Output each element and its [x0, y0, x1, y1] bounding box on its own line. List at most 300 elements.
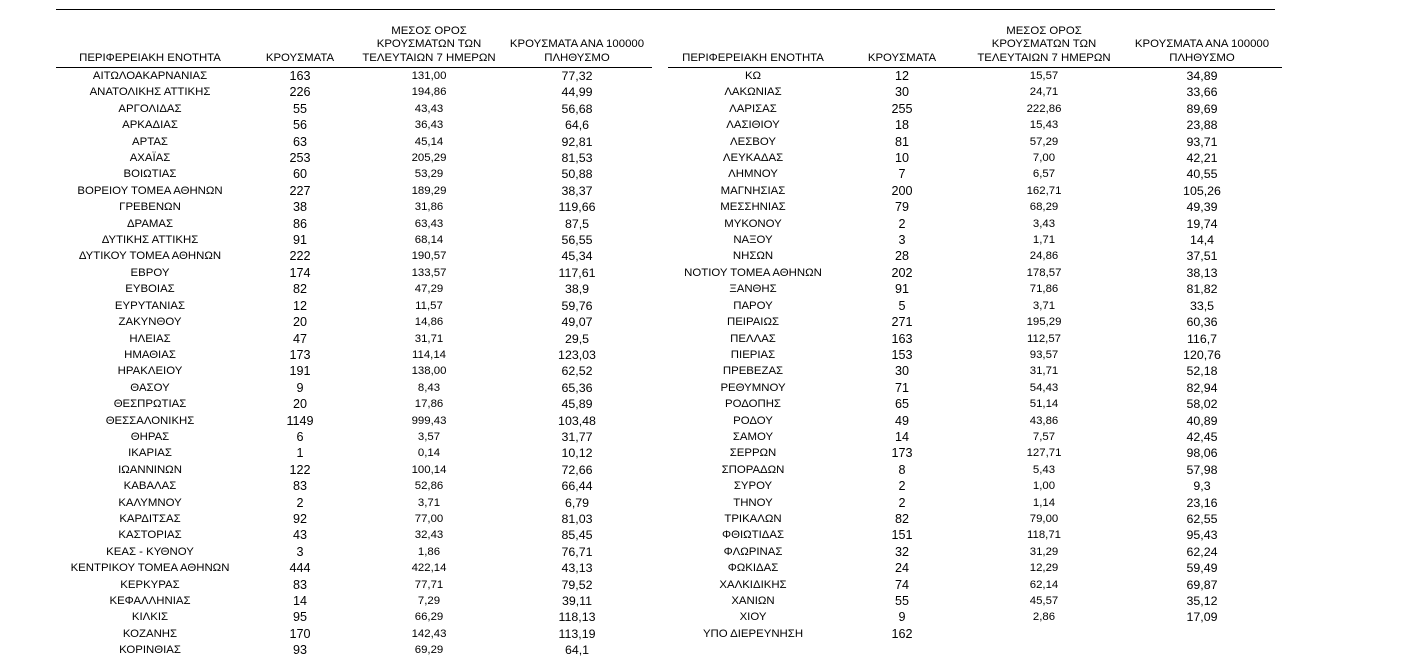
region-cell: ΘΕΣΣΑΛΟΝΙΚΗΣ	[105, 414, 195, 427]
cases-cell: 20	[292, 397, 307, 412]
avg7-cell: 1,86	[417, 545, 441, 558]
table-row	[668, 331, 1282, 347]
avg7-cell: 138,00	[411, 365, 447, 378]
per100k-cell: 23,88	[1186, 118, 1218, 133]
per100k-cell: 81,03	[561, 511, 593, 526]
per100k-cell: 57,98	[1186, 462, 1218, 477]
avg7-cell: 7,29	[417, 595, 441, 607]
cases-cell: 43	[292, 528, 307, 543]
cases-cell: 7	[898, 167, 906, 182]
cases-cell: 163	[289, 69, 311, 83]
per100k-cell: 82,94	[1186, 380, 1218, 395]
avg7-cell: 53,29	[414, 168, 444, 181]
per100k-cell: 34,89	[1186, 69, 1218, 83]
per100k-cell	[1122, 626, 1282, 642]
table-row	[56, 462, 652, 478]
table-row	[668, 380, 1282, 396]
per100k-cell: 95,43	[1186, 528, 1218, 543]
per100k-cell: 76,71	[561, 544, 593, 559]
per100k-cell: 92,81	[561, 134, 593, 149]
avg7-cell: 71,86	[1029, 283, 1059, 296]
per100k-cell: 72,66	[561, 462, 593, 477]
region-cell: ΔΡΑΜΑΣ	[126, 217, 174, 230]
per100k-cell: 56,68	[561, 101, 593, 116]
table-row	[56, 183, 652, 199]
cases-table-right	[668, 20, 1282, 642]
region-cell: ΓΡΕΒΕΝΩΝ	[119, 201, 181, 214]
per100k-cell: 89,69	[1186, 101, 1218, 116]
table-row	[56, 642, 652, 658]
cases-cell: 20	[292, 315, 307, 330]
per100k-cell: 69,87	[1186, 577, 1218, 592]
per100k-cell: 44,99	[561, 85, 593, 100]
table-row	[56, 593, 652, 609]
table-row	[56, 560, 652, 576]
region-cell: ΛΕΣΒΟΥ	[730, 135, 776, 148]
region-cell: ΚΟΡΙΝΘΙΑΣ	[119, 644, 181, 657]
table-row	[668, 527, 1282, 543]
per100k-cell: 40,55	[1186, 167, 1218, 182]
cases-cell: 14	[894, 429, 909, 444]
per100k-cell: 43,13	[561, 561, 593, 576]
avg7-cell	[966, 626, 1122, 642]
avg7-cell: 205,29	[411, 152, 447, 165]
region-cell: ΦΘΙΩΤΙΔΑΣ	[722, 529, 784, 542]
table-row	[668, 511, 1282, 527]
table-row	[668, 298, 1282, 314]
per100k-cell: 40,89	[1186, 413, 1218, 428]
per100k-cell: 62,52	[561, 364, 593, 379]
table-row	[668, 117, 1282, 133]
avg7-cell: 3,71	[417, 496, 441, 509]
avg7-cell: 5,43	[1032, 463, 1056, 476]
cases-cell: 173	[289, 347, 311, 362]
avg7-cell: 222,86	[1026, 102, 1062, 115]
region-cell: ΡΟΔΟΠΗΣ	[725, 398, 781, 411]
avg7-cell: 43,86	[1029, 414, 1059, 427]
per100k-cell: 58,02	[1186, 397, 1218, 412]
cases-cell: 222	[289, 249, 311, 264]
avg7-cell: 118,71	[1027, 529, 1061, 542]
per100k-cell: 9,3	[1193, 479, 1211, 494]
avg7-cell: 1,71	[1032, 234, 1056, 247]
per100k-cell: 52,18	[1186, 364, 1218, 379]
header-cases: ΚΡΟΥΣΜΑΤΑ	[838, 20, 966, 68]
avg7-cell: 36,43	[414, 119, 444, 132]
cases-cell: 95	[292, 610, 307, 625]
region-cell: ΚΟΖΑΝΗΣ	[122, 627, 178, 640]
avg7-cell: 15,57	[1029, 70, 1059, 82]
region-cell: ΛΕΥΚΑΔΑΣ	[722, 152, 784, 165]
per100k-cell: 42,45	[1186, 429, 1218, 444]
region-cell: ΑΙΤΩΛΟΑΚΑΡΝΑΝΙΑΣ	[92, 70, 208, 82]
avg7-cell: 57,29	[1029, 135, 1059, 148]
table-row	[56, 117, 652, 133]
cases-cell: 32	[894, 544, 909, 559]
avg7-cell: 190,57	[411, 250, 447, 263]
table-row	[668, 265, 1282, 281]
cases-cell: 191	[289, 364, 311, 379]
cases-cell: 10	[894, 151, 909, 166]
region-cell: ΡΕΘΥΜΝΟΥ	[720, 381, 786, 394]
per100k-cell: 93,71	[1186, 134, 1218, 149]
table-row	[668, 84, 1282, 100]
table-row	[668, 150, 1282, 166]
region-cell: ΛΗΜΝΟΥ	[728, 168, 778, 181]
cases-cell: 163	[891, 331, 913, 346]
cases-cell: 170	[289, 626, 311, 641]
table-row	[668, 544, 1282, 560]
avg7-cell: 77,71	[414, 578, 444, 591]
cases-cell: 18	[894, 118, 909, 133]
avg7-cell: 0,14	[417, 447, 441, 460]
region-cell: ΣΥΡΟΥ	[733, 480, 773, 493]
avg7-cell: 43,43	[414, 102, 444, 115]
per100k-cell: 113,19	[558, 626, 596, 641]
per100k-cell: 38,9	[564, 282, 590, 297]
region-cell: ΕΒΡΟΥ	[130, 266, 170, 279]
avg7-cell: 3,57	[417, 430, 441, 443]
cases-cell: 24	[894, 561, 909, 576]
region-cell: ΝΟΤΙΟΥ ΤΟΜΕΑ ΑΘΗΝΩΝ	[684, 266, 822, 279]
per100k-cell: 59,49	[1186, 561, 1218, 576]
cases-cell: 93	[292, 643, 307, 658]
avg7-cell: 31,71	[414, 332, 444, 345]
per100k-cell: 79,52	[561, 577, 593, 592]
region-cell: ΚΑΡΔΙΤΣΑΣ	[119, 512, 181, 525]
region-cell: ΣΑΜΟΥ	[732, 430, 774, 443]
table-row	[668, 626, 1282, 642]
region-cell: ΡΟΔΟΥ	[733, 414, 773, 427]
region-cell: ΧΙΟΥ	[739, 611, 767, 624]
cases-cell: 202	[891, 265, 913, 280]
per100k-cell: 105,26	[1183, 183, 1221, 198]
per100k-cell: 45,34	[561, 249, 593, 264]
region-cell: ΛΑΡΙΣΑΣ	[729, 102, 777, 115]
region-cell: ΚΕΑΣ - ΚΥΘΝΟΥ	[106, 545, 194, 558]
per100k-cell: 66,44	[561, 479, 593, 494]
region-cell: ΚΩ	[744, 70, 762, 82]
per100k-cell: 62,24	[1186, 544, 1218, 559]
per100k-cell: 45,89	[561, 397, 593, 412]
cases-cell: 8	[898, 462, 906, 477]
table-row	[668, 101, 1282, 117]
avg7-cell: 24,86	[1029, 250, 1059, 263]
cases-cell: 83	[292, 479, 307, 494]
table-row	[668, 593, 1282, 609]
header-per100k: ΚΡΟΥΣΜΑΤΑ ΑΝΑ 100000 ΠΛΗΘΥΣΜΟ	[1122, 20, 1282, 68]
per100k-cell: 49,07	[561, 315, 593, 330]
cases-cell: 6	[296, 429, 304, 444]
region-cell: ΠΑΡΟΥ	[733, 299, 773, 312]
per100k-cell: 56,55	[561, 233, 593, 248]
cases-cell: 55	[292, 101, 307, 116]
table-row	[56, 265, 652, 281]
region-cell: ΗΡΑΚΛΕΙΟΥ	[117, 365, 183, 378]
per100k-cell: 38,13	[1186, 265, 1218, 280]
per100k-cell: 31,77	[561, 429, 593, 444]
avg7-cell: 54,43	[1029, 381, 1059, 394]
table-row	[56, 396, 652, 412]
table-row	[668, 429, 1282, 445]
table-row	[56, 445, 652, 461]
per100k-cell: 120,76	[1183, 347, 1221, 362]
cases-cell: 253	[289, 151, 311, 166]
avg7-cell: 31,86	[414, 201, 444, 214]
per100k-cell: 37,51	[1186, 249, 1218, 264]
avg7-cell: 7,00	[1032, 152, 1056, 165]
region-cell: ΑΧΑΪΑΣ	[129, 152, 171, 165]
table-row	[56, 298, 652, 314]
cases-cell: 82	[292, 282, 307, 297]
avg7-cell: 31,29	[1029, 545, 1059, 558]
per100k-cell: 59,76	[561, 298, 593, 313]
avg7-cell: 7,57	[1032, 430, 1056, 443]
table-row	[668, 314, 1282, 330]
avg7-cell: 133,57	[411, 266, 447, 279]
avg7-cell: 45,14	[414, 135, 444, 148]
cases-cell: 2	[898, 216, 906, 231]
avg7-cell: 8,43	[417, 381, 441, 394]
cases-cell: 2	[296, 495, 304, 510]
cases-cell: 12	[292, 298, 307, 313]
avg7-cell: 162,71	[1026, 184, 1062, 197]
table-row	[56, 199, 652, 215]
per100k-cell: 64,6	[564, 118, 590, 133]
cases-cell: 271	[891, 315, 913, 330]
table-body-left	[56, 68, 652, 659]
table-row	[668, 68, 1282, 85]
region-cell: ΚΑΣΤΟΡΙΑΣ	[118, 529, 182, 542]
cases-cell: 1	[296, 446, 304, 461]
region-cell: ΘΑΣΟΥ	[130, 381, 170, 394]
cases-cell: 91	[894, 282, 909, 297]
region-cell: ΔΥΤΙΚΟΥ ΤΟΜΕΑ ΑΘΗΝΩΝ	[78, 250, 222, 263]
avg7-cell: 142,43	[411, 627, 447, 640]
cases-cell: 174	[289, 265, 311, 280]
per100k-cell: 123,03	[558, 347, 596, 362]
header-cases: ΚΡΟΥΣΜΑΤΑ	[244, 20, 356, 68]
region-cell: ΣΠΟΡΑΔΩΝ	[721, 463, 785, 476]
avg7-cell: 3,71	[1032, 299, 1056, 312]
table-row	[56, 429, 652, 445]
region-cell: ΑΝΑΤΟΛΙΚΗΣ ΑΤΤΙΚΗΣ	[89, 86, 211, 99]
cases-cell: 3	[296, 544, 304, 559]
table-row	[56, 84, 652, 100]
cases-cell: 255	[891, 101, 913, 116]
table-row	[56, 68, 652, 85]
region-cell: ΙΚΑΡΙΑΣ	[128, 447, 172, 460]
region-cell: ΧΑΛΚΙΔΙΚΗΣ	[719, 578, 787, 591]
table-row	[56, 150, 652, 166]
region-cell: ΑΡΚΑΔΙΑΣ	[122, 119, 178, 132]
region-cell: ΠΕΙΡΑΙΩΣ	[726, 316, 780, 329]
avg7-cell: 31,71	[1029, 365, 1059, 378]
cases-cell: 71	[894, 380, 909, 395]
region-cell: ΗΜΑΘΙΑΣ	[124, 348, 176, 361]
region-cell: ΤΗΝΟΥ	[733, 496, 773, 509]
table-row	[56, 527, 652, 543]
per100k-cell: 85,45	[561, 528, 593, 543]
cases-cell: 55	[894, 594, 909, 608]
cases-cell: 444	[289, 561, 311, 576]
per100k-cell: 39,11	[561, 594, 593, 608]
avg7-cell: 51,14	[1029, 398, 1059, 411]
region-cell: ΒΟΙΩΤΙΑΣ	[123, 168, 177, 181]
region-cell: ΜΥΚΟΝΟΥ	[724, 217, 782, 230]
cases-cell: 12	[894, 69, 909, 83]
avg7-cell: 11,57	[415, 299, 443, 312]
table-row	[668, 363, 1282, 379]
per100k-cell: 6,79	[564, 495, 590, 510]
per100k-cell: 29,5	[564, 331, 590, 346]
cases-cell: 60	[292, 167, 307, 182]
avg7-cell: 6,57	[1032, 168, 1056, 181]
per100k-cell: 35,12	[1186, 594, 1218, 608]
cases-cell: 65	[894, 397, 909, 412]
region-cell: ΛΑΚΩΝΙΑΣ	[724, 86, 782, 99]
table-row	[56, 363, 652, 379]
avg7-cell: 15,43	[1029, 119, 1059, 132]
table-row	[668, 445, 1282, 461]
region-cell: ΚΙΛΚΙΣ	[131, 611, 169, 624]
cases-cell: 92	[292, 511, 307, 526]
per100k-cell: 81,82	[1186, 282, 1218, 297]
region-cell: ΝΗΣΩΝ	[732, 250, 774, 263]
header-avg7: ΜΕΣΟΣ ΟΡΟΣ ΚΡΟΥΣΜΑΤΩΝ ΤΩΝ ΤΕΛΕΥΤΑΙΩΝ 7 ΗΜΕΡΩΝ	[966, 20, 1122, 68]
region-cell: ΖΑΚΥΝΘΟΥ	[118, 316, 182, 329]
top-rule	[56, 9, 1275, 10]
table-row	[668, 560, 1282, 576]
cases-cell: 81	[894, 134, 909, 149]
cases-cell: 82	[894, 511, 909, 526]
table-row	[56, 248, 652, 264]
region-cell: ΙΩΑΝΝΙΝΩΝ	[118, 463, 182, 476]
table-row	[56, 331, 652, 347]
table-row	[668, 183, 1282, 199]
header-region: ΠΕΡΙΦΕΡΕΙΑΚΗ ΕΝΟΤΗΤΑ	[56, 20, 244, 68]
avg7-cell: 1,14	[1032, 496, 1056, 509]
table-row	[668, 609, 1282, 625]
table-row	[56, 511, 652, 527]
table-row	[668, 396, 1282, 412]
avg7-cell: 24,71	[1029, 86, 1059, 99]
cases-cell: 38	[292, 200, 307, 215]
per100k-cell: 81,53	[561, 151, 593, 166]
per100k-cell: 49,39	[1186, 200, 1218, 215]
table-row	[56, 134, 652, 150]
region-cell: ΕΥΒΟΙΑΣ	[125, 283, 175, 296]
region-cell: ΣΕΡΡΩΝ	[729, 447, 777, 460]
region-cell: ΘΕΣΠΡΩΤΙΑΣ	[113, 398, 187, 411]
avg7-cell: 14,86	[414, 316, 444, 329]
table-row	[668, 166, 1282, 182]
table-row	[56, 495, 652, 511]
per100k-cell: 17,09	[1186, 610, 1218, 625]
table-row	[56, 216, 652, 232]
table-row	[56, 626, 652, 642]
region-cell: ΚΑΒΑΛΑΣ	[123, 480, 177, 493]
cases-cell: 28	[894, 249, 909, 264]
region-cell: ΠΕΛΛΑΣ	[730, 332, 776, 345]
table-row	[56, 314, 652, 330]
avg7-cell: 45,57	[1029, 595, 1059, 607]
region-cell: ΚΕΝΤΡΙΚΟΥ ΤΟΜΕΑ ΑΘΗΝΩΝ	[70, 562, 230, 575]
table-row	[56, 413, 652, 429]
cases-cell: 9	[898, 610, 906, 625]
avg7-cell: 100,14	[411, 463, 447, 476]
cases-cell: 227	[289, 183, 311, 198]
avg7-cell: 189,29	[411, 184, 447, 197]
region-cell: ΕΥΡΥΤΑΝΙΑΣ	[114, 299, 186, 312]
table-row	[668, 216, 1282, 232]
region-cell: ΗΛΕΙΑΣ	[129, 332, 171, 345]
region-cell: ΚΕΡΚΥΡΑΣ	[120, 578, 180, 591]
per100k-cell: 33,66	[1186, 85, 1218, 100]
table-row	[56, 347, 652, 363]
table-row	[56, 232, 652, 248]
cases-cell: 2	[898, 479, 906, 494]
per100k-cell: 98,06	[1186, 446, 1218, 461]
per100k-cell: 87,5	[564, 216, 590, 231]
avg7-cell: 32,43	[414, 529, 444, 542]
region-cell: ΜΕΣΣΗΝΙΑΣ	[720, 201, 786, 214]
cases-cell: 30	[894, 85, 909, 100]
region-cell: ΚΕΦΑΛΛΗΝΙΑΣ	[109, 595, 191, 607]
avg7-cell: 178,57	[1026, 266, 1062, 279]
cases-cell: 56	[292, 118, 307, 133]
region-cell: ΚΑΛΥΜΝΟΥ	[118, 496, 182, 509]
avg7-cell: 66,29	[414, 611, 444, 624]
per100k-cell: 62,55	[1186, 511, 1218, 526]
table-row	[668, 413, 1282, 429]
cases-table-left	[56, 20, 652, 659]
table-row	[668, 281, 1282, 297]
table-row	[56, 281, 652, 297]
per100k-cell: 103,48	[558, 413, 596, 428]
region-cell: ΦΩΚΙΔΑΣ	[727, 562, 779, 575]
region-cell: ΘΗΡΑΣ	[130, 430, 170, 443]
cases-cell: 200	[891, 183, 913, 198]
table-row	[668, 347, 1282, 363]
table-row	[668, 577, 1282, 593]
table-row	[668, 134, 1282, 150]
region-cell: ΤΡΙΚΑΛΩΝ	[724, 512, 782, 525]
cases-cell: 5	[898, 298, 906, 313]
avg7-cell: 195,29	[1026, 316, 1062, 329]
avg7-cell: 12,29	[1029, 562, 1059, 575]
cases-cell: 9	[296, 380, 304, 395]
per100k-cell: 116,7	[1186, 331, 1218, 346]
avg7-cell: 79,00	[1029, 512, 1059, 525]
cases-cell: 74	[894, 577, 909, 592]
per100k-cell: 117,61	[558, 265, 596, 280]
avg7-cell: 17,86	[414, 398, 444, 411]
table-row	[668, 232, 1282, 248]
per100k-cell: 14,4	[1189, 233, 1215, 248]
cases-cell: 30	[894, 364, 909, 379]
table-body-right	[668, 68, 1282, 643]
avg7-cell: 2,86	[1032, 611, 1056, 624]
avg7-cell: 422,14	[411, 562, 447, 575]
cases-cell: 226	[289, 85, 311, 100]
per100k-cell: 23,16	[1186, 495, 1218, 510]
table-row	[56, 478, 652, 494]
cases-cell: 83	[292, 577, 307, 592]
avg7-cell: 131,00	[411, 70, 447, 82]
avg7-cell: 63,43	[414, 217, 444, 230]
region-cell: ΝΑΞΟΥ	[733, 234, 773, 247]
